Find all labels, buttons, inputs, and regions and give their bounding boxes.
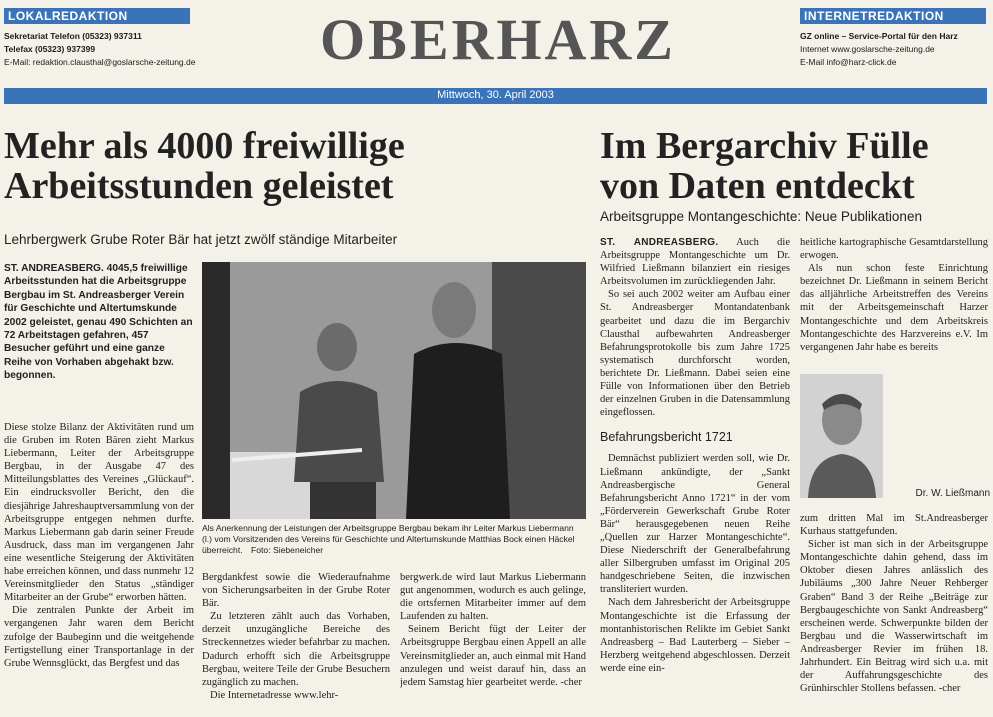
article2-colB-paragraph3: zum dritten Mal im St.Andreasberger Kurhaus stattgefunden. [800,513,988,538]
article1-col1-paragraph1: Diese stolze Bilanz der Aktivitäten rund um die Gruben im Roten Bären zieht Markus Liebermann, Leiter der Arbeitsgruppe Bergbau, in der Ausgabe 47 des Mitteilungsblattes des Vereines „Glückauf“. Ein eindrucksvoller Bericht, den die diesjährige Jahreshauptversammlung von der Arbeitsgruppe entgegen nehmen durfte. Markus Liebermann gab darin seiner Freude Ausdruck, dass man im vergangenen Jahr eine wesentliche Steigerung der Aktivitäten habe erreichen können, und dass nunmehr 12 Vereinsmitglieder den Status „ständiger Mitarbeiter an der Grube“ erworben hätten. [4,422,194,604]
article2-headline-line2: von Daten entdeckt [600,165,915,207]
article1-lead-dateline: ST. ANDREASBERG. [4,263,104,274]
article1-photo [202,262,586,519]
article1-column3 [400,571,586,717]
gz-online-line: GZ online – Service-Portal für den Harz [800,31,958,41]
email-line[interactable]: E-Mail: redaktion.clausthal@goslarsche-zeitung.de [4,57,196,67]
article1-col2-paragraph3: Die Internetadresse www.lehr- [210,689,339,701]
article2-headline-line1: Im Bergarchiv Fülle [600,125,929,167]
article2-colA-paragraph2: So sei auch 2002 weiter am Aufbau einer St. Andreasberger Montandatenbank gearbeitet und dazu die im Bergarchiv Clausthal aufbewahrten Andreasberger Befahrungsprotokolle bis zum Jahre 1725 systematisch durchforscht worden, berichtete Dr. Ließmann. Dabei seien eine Fülle von Informationen über den Betrieb der einzelnen Gruben in die Datensammlung eingeflossen. [600,289,790,419]
article1-col3-paragraph2: Seinem Bericht fügt der Leiter der Arbeitsgruppe Bergbau einen Appell an alle Vereinsmitglieder an, auch einmal mit Hand anzulegen und weist darauf hin, dass an jedem Samstag hier gearbeitet werde. -cher [400,624,586,688]
article1-headline-line1: Mehr als 4000 freiwillige [4,125,405,167]
article2-crosshead: Befahrungsbericht 1721 [600,430,733,445]
caption-credit: Foto: Siebeneicher [251,545,324,555]
article1-col2-paragraph1: Bergdankfest sowie die Wiederaufnahme von Sicherungsarbeiten in der Grube Roter Bär. [202,572,390,610]
article1-subheadline: Lehrbergwerk Grube Roter Bär hat jetzt zwölf ständige Mitarbeiter [4,232,398,247]
portrait-illustration [800,374,883,498]
article2-colA-paragraph1 [600,236,790,288]
portrait-photo [800,374,883,498]
phone-line: Sekretariat Telefon (05323) 937311 [4,31,142,41]
article1-lead [4,262,194,412]
article1-photo-caption [202,523,586,556]
article2-colA-paragraph3: Demnächst publiziert werden soll, wie Dr. Ließmann ankündigte, der „Sankt Andreasbergische General Befahrungsbericht Anno 1721“ in der vom „Förderverein Gewerkschaft Grube Roter Bär“ herausgegebenen neuen Reihe „Quellen zur Harzer Montangeschichte“. Diese Niederschrift der Generalbefahrung aller Silbergruben umfasst im Original 205 handgeschriebene Seiten, die inzwischen transliteriert wurden. [600,453,790,596]
left-contact-block [4,30,204,69]
article2-colA-paragraph4: Nach dem Jahresbericht der Arbeitsgruppe Montangeschichte ist die Erfassung der montanhistorischen Relikte im Gebiet Sankt Andreasberg – Bad Lauterberg – Sieber – Herzberg weitgehend abgeschlossen. Derzeit werde eine ein- [600,597,790,674]
article2-dateline: ST. ANDREASBERG. [600,237,719,248]
masthead-title: OBERHARZ [320,7,676,72]
article2-colB-paragraph4: Sicher ist man sich in der Arbeitsgruppe Montangeschichte dahin gehend, dass im Oktober diesen Jahres anlässlich des Jubiläums „300 Jahre Neuer Rehberger Graben“ Band 3 der Reihe „Beiträge zur Bergbaugeschichte von Sankt Andreasberg“ erscheinen werde. Schwerpunkte bilden der Bergbau und die Wasserwirtschaft im Andreasberger Revier im frühen 18. Jahrhundert. Ein Beitrag wird sich u.a. mit der Auffahrungsgeschichte des Grünhirschler Stollens befassen. -cher [800,539,988,695]
article2-columnA [600,236,790,717]
internet-line[interactable]: Internet www.goslarsche-zeitung.de [800,44,935,54]
caption-text: Als Anerkennung der Leistungen der Arbeitsgruppe Bergbau bekam ihr Leiter Markus Liebermann (l.) vom Vorsitzenden des Vereins für Geschichte und Altertumskunde Matthias Bock einen Häckel überreicht. [202,523,575,555]
photo-two-men-illustration [202,262,586,519]
article2-colB-paragraph2: Als nun schon feste Einrichtung bezeichnet Dr. Ließmann in seinem Bericht das alljährliche Arbeitstreffen des Vereins mit der Arbeitsgemeinschaft Harzer Montangeschichte und dem Arbeitskreis Montangeschichte des Harzvereins e.V. Im vergangenen Jahr habe es bereits [800,263,988,353]
article1-lead-text: 4045,5 freiwillige Arbeitsstunden hat die Arbeitsgruppe Bergbau im St. Andreasberger Verein für Geschichte und Altertumskunde 2002 geleistet, genau 490 Schichten an 72 Arbeitstagen gefahren, 457 Besucher geführt und eine ganze Reihe von Vorhaben abgehakt bzw. begonnen. [4,263,193,382]
article2-colB-paragraph1: heitliche kartographische Gesamtdarstellung erwogen. [800,237,988,262]
article2-columnB-top [800,236,988,372]
portrait-caption: Dr. W. Ließmann [915,488,990,499]
article2-colA-p1-text: Auch die Arbeitsgruppe Montangeschichte um Dr. Wilfried Ließmann bilanziert ein riesiges Arbeitsvolumen im zurückliegenden Jahr. [600,237,790,288]
email-line-right[interactable]: E-Mail info@harz-click.de [800,57,897,67]
article2-subheadline: Arbeitsgruppe Montangeschichte: Neue Publikationen [600,209,922,224]
article1-headline [4,126,584,206]
article1-column1 [4,421,194,717]
article2-columnB-bottom [800,512,988,717]
article1-col1-paragraph2: Die zentralen Punkte der Arbeit im vergangenen Jahr waren dem Bericht zufolge der Baubeginn und die weitgehende Fertigstellung einer Transportanlage in der Grube Wennsglückt, das Bergfest und das [4,605,194,669]
right-contact-block [800,30,990,69]
fax-line: Telefax (05323) 937399 [4,44,96,54]
date-bar [4,88,987,104]
internetredaktion-label: INTERNETREDAKTION [800,8,986,24]
article1-headline-line2: Arbeitsstunden geleistet [4,165,394,207]
article2-headline [600,126,990,206]
article1-column2 [202,571,390,717]
issue-date: Mittwoch, 30. April 2003 [437,89,554,101]
article1-col3-paragraph1: bergwerk.de wird laut Markus Liebermann gut angenommen, wodurch es auch gelinge, die ortsfernen Mitarbeiter immer auf dem Laufenden zu halten. [400,572,586,623]
lokalredaktion-label: LOKALREDAKTION [4,8,190,24]
article1-col2-paragraph2: Zu letzteren zählt auch das Vorhaben, derzeit unzugängliche Bereiche des Streckennetzes wieder befahrbar zu machen. Dadurch erhofft sich die Arbeitsgruppe Bergbau, weitere Teile der Grube Besuchern zugänglich zu machen. [202,611,390,688]
